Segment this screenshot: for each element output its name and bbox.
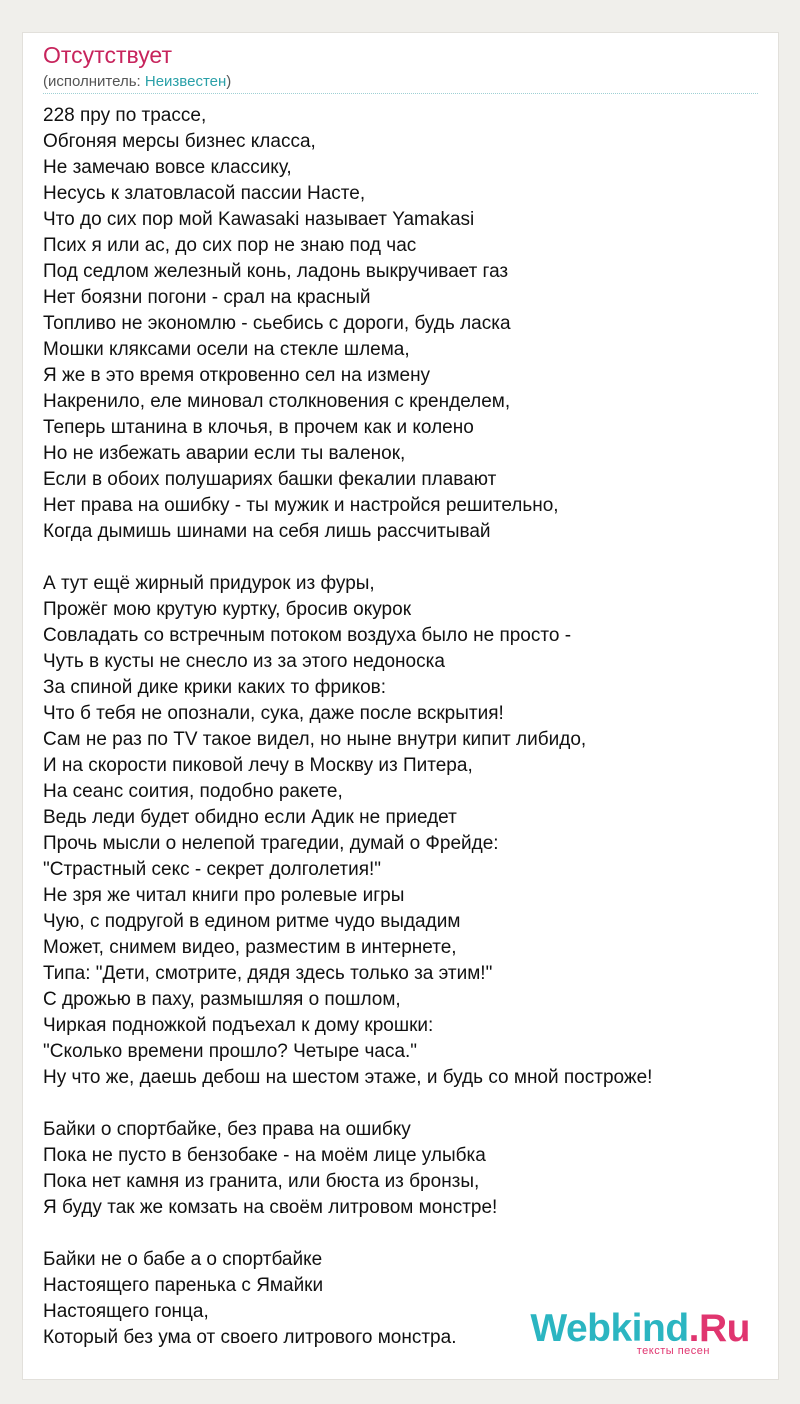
lyric-line: На сеанс соития, подобно ракете, xyxy=(43,781,343,802)
lyric-line: Пока не пусто в бензобаке - на моём лице улыбка xyxy=(43,1145,486,1166)
lyric-line: "Страстный секс - секрет долголетия!" xyxy=(43,859,382,880)
lyric-line: Не замечаю вовсе классику, xyxy=(43,157,292,178)
lyric-line: Настоящего паренька с Ямайки xyxy=(43,1275,324,1296)
lyric-line: Настоящего гонца, xyxy=(43,1301,209,1322)
lyric-line: Пока нет камня из гранита, или бюста из бронзы, xyxy=(43,1171,480,1192)
lyrics-card xyxy=(22,32,779,1380)
lyric-line: Псих я или ас, до сих пор не знаю под час xyxy=(43,235,417,256)
artist-link[interactable]: Неизвестен xyxy=(144,73,227,90)
stanza-gap xyxy=(43,1221,758,1247)
webkind-logo[interactable] xyxy=(530,1309,750,1357)
lyric-line: И на скорости пиковой лечу в Москву из Питера, xyxy=(43,755,473,776)
stanza-gap xyxy=(43,545,758,571)
logo-tagline: тексты песен xyxy=(636,1345,710,1357)
logo-brand: Webkind xyxy=(530,1307,689,1350)
lyric-line: Под седлом железный конь, ладонь выкручивает газ xyxy=(43,261,509,282)
lyric-line: Я буду так же комзать на своём литровом монстре! xyxy=(43,1197,498,1218)
lyric-line: Ну что же, даешь дебош на шестом этаже, и будь со мной построже! xyxy=(43,1067,653,1088)
lyric-line: Обгоняя мерсы бизнес класса, xyxy=(43,131,316,152)
lyric-line: "Сколько времени прошло? Четыре часа." xyxy=(43,1041,418,1062)
lyric-line: Прожёг мою крутую куртку, бросив окурок xyxy=(43,599,412,620)
lyric-line: Сам не раз по TV такое видел, но ныне внутри кипит либидо, xyxy=(43,729,587,750)
logo-wordmark xyxy=(530,1309,750,1349)
logo-tld: .Ru xyxy=(688,1307,750,1350)
lyric-line: Нет боязни погони - срал на красный xyxy=(43,287,371,308)
lyric-line: Я же в это время откровенно сел на измену xyxy=(43,365,431,386)
lyric-line: Типа: "Дети, смотрите, дядя здесь только за этим!" xyxy=(43,963,493,984)
stanza-gap xyxy=(43,1091,758,1117)
lyric-line: Когда дымишь шинами на себя лишь рассчитывай xyxy=(43,521,491,542)
lyric-line: За спиной дике крики каких то фриков: xyxy=(43,677,387,698)
lyric-line: Может, снимем видео, разместим в интернете, xyxy=(43,937,457,958)
lyric-line: С дрожью в паху, размышляя о пошлом, xyxy=(43,989,401,1010)
lyrics-text xyxy=(43,103,758,1351)
lyric-line: Чую, с подругой в едином ритме чудо выдадим xyxy=(43,911,461,932)
lyric-line: Теперь штанина в клочья, в прочем как и колено xyxy=(43,417,474,438)
lyric-line: Прочь мысли о нелепой трагедии, думай о Фрейде: xyxy=(43,833,499,854)
lyric-line: Но не избежать аварии если ты валенок, xyxy=(43,443,406,464)
lyric-line: Чуть в кусты не снесло из за этого недоноска xyxy=(43,651,445,672)
lyric-line: Мошки кляксами осели на стекле шлема, xyxy=(43,339,410,360)
lyric-line: Что б тебя не опознали, сука, даже после вскрытия! xyxy=(43,703,504,724)
lyric-line: Что до сих пор мой Kawasaki называет Yamakasi xyxy=(43,209,475,230)
artist-line xyxy=(43,73,231,90)
lyric-line: Который без ума от своего литрового монстра. xyxy=(43,1327,457,1348)
lyric-line: 228 пру по трассе, xyxy=(43,105,207,126)
song-title: Отсутствует xyxy=(43,42,172,68)
lyric-line: Совладать со встречным потоком воздуха было не просто - xyxy=(43,625,572,646)
lyric-line: Не зря же читал книги про ролевые игры xyxy=(43,885,405,906)
lyric-line: Ведь леди будет обидно если Адик не приедет xyxy=(43,807,457,828)
lyric-line: Байки не о бабе а о спортбайке xyxy=(43,1249,323,1270)
lyric-line: Несусь к златовласой пассии Насте, xyxy=(43,183,366,204)
lyric-line: А тут ещё жирный придурок из фуры, xyxy=(43,573,375,594)
lyric-line: Если в обоих полушариях башки фекалии плавают xyxy=(43,469,497,490)
lyric-line: Байки о спортбайке, без права на ошибку xyxy=(43,1119,411,1140)
artist-prefix: (исполнитель: xyxy=(43,73,145,90)
lyric-line: Накренило, еле миновал столкновения с кренделем, xyxy=(43,391,511,412)
artist-suffix: ) xyxy=(226,73,232,90)
lyric-line: Нет права на ошибку - ты мужик и настройся решительно, xyxy=(43,495,559,516)
lyric-line: Топливо не экономлю - сьебись с дороги, будь ласка xyxy=(43,313,511,334)
lyric-line: Чиркая подножкой подъехал к дому крошки: xyxy=(43,1015,434,1036)
title-divider xyxy=(43,93,758,94)
